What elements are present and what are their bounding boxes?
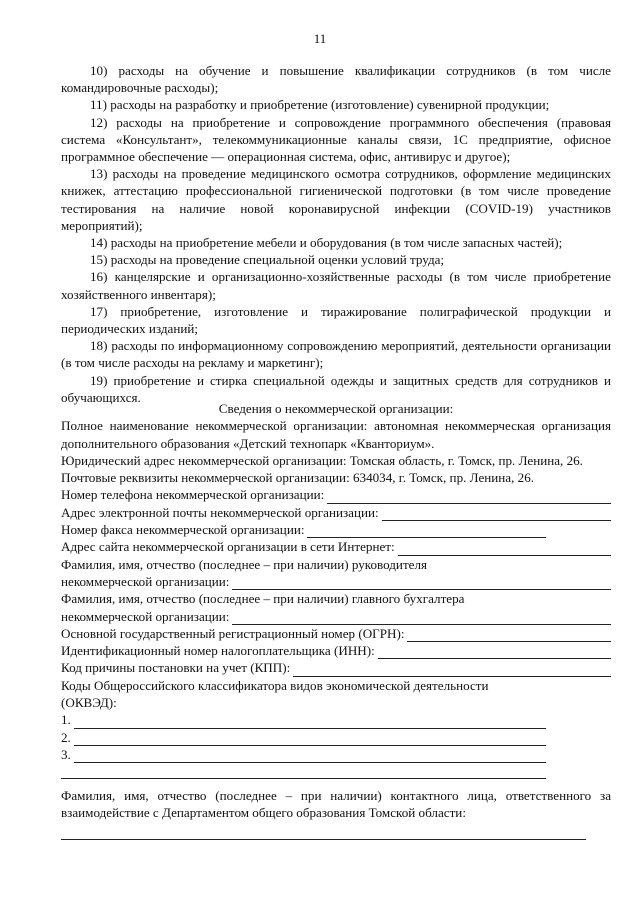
phone-row: [61, 486, 611, 503]
okved-field-1[interactable]: [74, 716, 546, 729]
ogrn-row: [61, 625, 611, 642]
accountant-label: Фамилия, имя, отчество (последнее – при наличии) главного бухгалтера: [61, 591, 465, 607]
fax-label: Номер факса некоммерческой организации:: [61, 522, 305, 538]
list-item: 13) расходы на проведение медицинского осмотра сотрудников, оформление медицинских книжек, аттестацию профессиональной гигиенической подготовки (в том числе проведение тестирования на наличие новой коронавирусной инфекции (COVID-19) участников мероприятий);: [61, 166, 611, 233]
director-label-cont: некоммерческой организации:: [61, 573, 230, 589]
list-item: 15) расходы на проведение специальной оценки условий труда;: [90, 252, 445, 268]
list-item: 18) расходы по информационному сопровождению мероприятий, деятельности организации (в том числе расходы на рекламу и маркетинг);: [61, 338, 611, 371]
website-label: Адрес сайта некоммерческой организации в сети Интернет:: [61, 539, 395, 555]
email-field[interactable]: [382, 508, 611, 521]
okved-field-3[interactable]: [74, 750, 546, 763]
email-row: [61, 504, 611, 521]
list-item: 10) расходы на обучение и повышение квалификации сотрудников (в том числе командировочные расходы);: [61, 63, 611, 96]
list-item: 12) расходы на приобретение и сопровождение программного обеспечения (правовая система «Консультант», телекоммуникационные каналы связи, 1С предприятие, офисное программное обеспечение — операционная система, офис, антивирус и другое);: [61, 114, 611, 165]
ogrn-field[interactable]: [407, 629, 611, 642]
org-legal-address: Юридический адрес некоммерческой организации: Томская область, г. Томск, пр. Ленина, 26.: [61, 452, 583, 468]
list-item: 14) расходы на приобретение мебели и оборудования (в том числе запасных частей);: [90, 235, 563, 251]
org-info-section: [61, 400, 611, 779]
inn-field[interactable]: [378, 646, 611, 659]
extra-blank-line[interactable]: [61, 763, 546, 779]
inn-label: Идентификационный номер налогоплательщика (ИНН):: [61, 643, 375, 659]
org-postal-details: Почтовые реквизиты некоммерческой организации: 634034, г. Томск, пр. Ленина, 26.: [61, 470, 535, 486]
fax-row: [61, 521, 546, 538]
contact-person-field[interactable]: [61, 824, 586, 840]
phone-field[interactable]: [327, 491, 611, 504]
okved-row-1: [61, 711, 546, 728]
expense-list: [61, 62, 611, 406]
list-item: 11) расходы на разработку и приобретение (изготовление) сувенирной продукции;: [90, 97, 550, 113]
list-item: 17) приобретение, изготовление и тиражирование полиграфической продукции и периодических изданий;: [61, 303, 611, 337]
kpp-label: Код причины постановки на учет (КПП):: [61, 660, 291, 676]
okved-label-cont: (ОКВЭД):: [61, 695, 117, 711]
email-label: Адрес электронной почты некоммерческой организации:: [61, 504, 379, 520]
contact-person-section: [61, 787, 611, 840]
inn-row: [61, 642, 611, 659]
kpp-field[interactable]: [293, 664, 611, 677]
accountant-label-cont: некоммерческой организации:: [61, 608, 230, 624]
okved-item-number: 2.: [61, 729, 71, 745]
contact-person-label: Фамилия, имя, отчество (последнее – при наличии) контактного лица, ответственного за взаимодействие с Департаментом общего образования Томской области:: [61, 788, 611, 821]
org-info-heading: Сведения о некоммерческой организации:: [218, 401, 454, 416]
okved-item-number: 3.: [61, 746, 71, 762]
okved-field-2[interactable]: [74, 733, 546, 746]
accountant-row: [61, 608, 611, 625]
ogrn-label: Основной государственный регистрационный номер (ОГРН):: [61, 625, 405, 641]
phone-label: Номер телефона некоммерческой организации:: [61, 487, 325, 503]
list-item: 19) приобретение и стирка специальной одежды и защитных средств для сотрудников и обучающихся.: [61, 372, 611, 405]
okved-row-3: [61, 746, 546, 763]
website-field[interactable]: [398, 543, 611, 556]
okved-row-2: [61, 729, 546, 746]
director-field[interactable]: [232, 577, 611, 590]
page-number: 11: [313, 31, 327, 46]
okved-label: Коды Общероссийского классификатора видов экономической деятельности: [61, 677, 489, 693]
kpp-row: [61, 659, 611, 676]
okved-item-number: 1.: [61, 712, 71, 728]
director-label: Фамилия, имя, отчество (последнее – при наличии) руководителя: [61, 556, 428, 572]
website-row: [61, 538, 611, 555]
accountant-field[interactable]: [232, 612, 611, 625]
fax-field[interactable]: [307, 525, 546, 538]
org-full-name: Полное наименование некоммерческой организации: автономная некоммерческая организация дополнительного образования «Детский технопарк «Кванториум».: [61, 418, 611, 451]
director-row: [61, 573, 611, 590]
list-item: 16) канцелярские и организационно-хозяйственные расходы (в том числе приобретение хозяйственного инвентаря);: [61, 269, 611, 302]
